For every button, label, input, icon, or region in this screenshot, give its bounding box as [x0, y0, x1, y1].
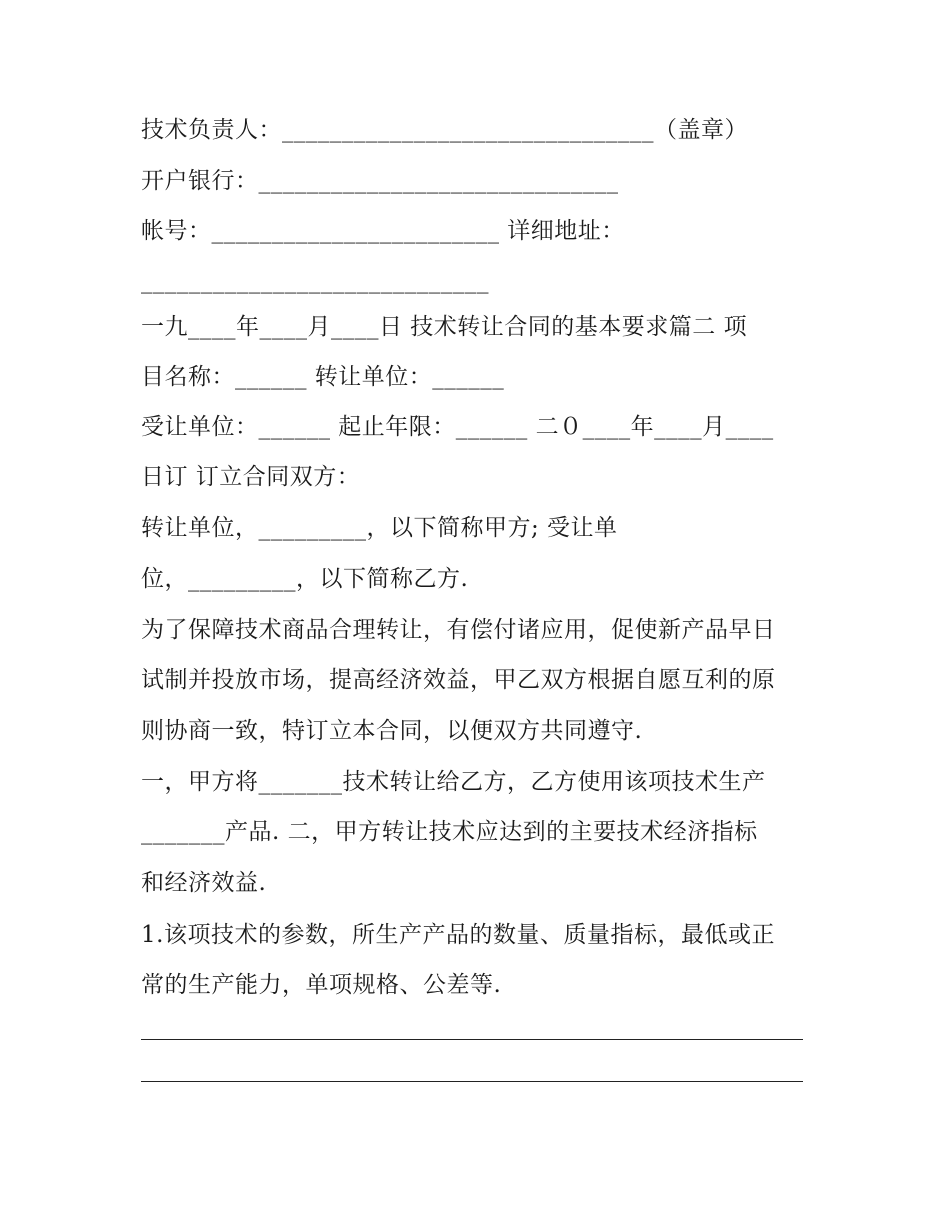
text-line-clause-2-cont: 和经济效益. [141, 870, 267, 896]
text-line-party-b: 位，_________，以下简称乙方. [141, 566, 469, 592]
text-line-address-blank: _____________________________ [141, 268, 489, 294]
text-line-account-address: 帐号：________________________ 详细地址： [141, 218, 625, 244]
text-line-clause-2: _______产品. 二，甲方转让技术应达到的主要技术经济指标 [141, 819, 758, 845]
blank-fill-line [141, 1039, 803, 1040]
text-line-item-1-cont: 常的生产能力，单项规格、公差等. [141, 972, 502, 998]
text-line-receiver-term: 受让单位：______ 起止年限：______ 二０____年____月____ [141, 414, 774, 440]
text-line-technical-lead: 技术负责人：_______________________________（盖章） [141, 117, 748, 143]
text-line-purpose-2: 试制并投放市场，提高经济效益，甲乙双方根据自愿互利的原 [141, 667, 776, 693]
text-line-bank: 开户银行：______________________________ [141, 168, 619, 194]
text-line-party-a: 转让单位，_________，以下简称甲方; 受让单 [141, 515, 618, 541]
text-line-clause-1: 一，甲方将_______技术转让给乙方，乙方使用该项技术生产 [141, 769, 766, 795]
blank-fill-line [141, 1081, 803, 1082]
text-line-purpose-1: 为了保障技术商品合理转让，有偿付诸应用，促使新产品早日 [141, 617, 776, 643]
text-line-purpose-3: 则协商一致，特订立本合同，以便双方共同遵守. [141, 718, 643, 744]
text-line-project-name: 目名称：______ 转让单位：______ [141, 364, 505, 390]
text-line-parties: 日订 订立合同双方： [141, 464, 361, 490]
text-line-date-title: 一九____年____月____日 技术转让合同的基本要求篇二 项 [141, 314, 748, 340]
text-line-item-1: 1.该项技术的参数，所生产产品的数量、质量指标，最低或正 [141, 922, 775, 948]
